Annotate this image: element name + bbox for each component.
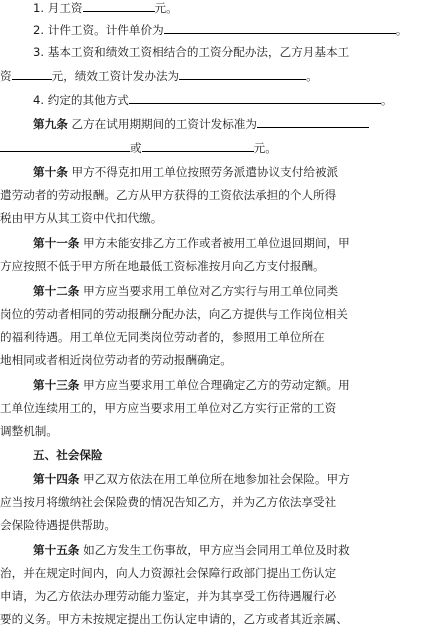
option-text: 3. 基本工资和绩效工资相结合的工资分配办法，乙方月基本工 (33, 45, 350, 59)
article-text: 甲方不得克扣用工单位按照劳务派遣协议支付给被派 (71, 165, 339, 179)
blank-field (12, 68, 52, 80)
article-11-line (0, 258, 325, 274)
option-text: 1. 月工资 (33, 1, 83, 15)
article-text: 治，并在规定时间内，向人力资源社会保障行政部门提出工伤认定 (0, 566, 337, 580)
article-13-line (0, 400, 336, 416)
option-base-and-performance-cont (0, 68, 318, 84)
option-suffix: 。 (395, 23, 408, 37)
article-text: 地相同或者相近岗位劳动者的劳动报酬确定。 (0, 353, 232, 367)
article-text: 甲方应当要求用工单位合理确定乙方的劳动定额。用 (83, 378, 350, 392)
article-10-line (0, 210, 162, 226)
article-text: 调整机制。 (0, 424, 58, 438)
article-text: 乙方在试用期期间的工资计发标准为 (71, 117, 257, 131)
article-text: 方应按照不低于甲方所在地最低工资标准按月向乙方支付报酬。 (0, 259, 325, 273)
article-12-line (0, 352, 232, 368)
article-text: 税由甲方从其工资中代扣代缴。 (0, 211, 163, 225)
article-text: 元。 (253, 141, 277, 155)
option-base-and-performance (33, 44, 349, 60)
article-heading: 第九条 (33, 117, 68, 131)
article-text: 岗位的劳动者相同的劳动报酬分配办法，向乙方提供与工作岗位相关 (0, 307, 348, 321)
article-15-line (0, 565, 336, 581)
article-text: 甲方未能安排乙方工作或者被用工单位退回期间，甲 (83, 236, 350, 250)
option-suffix: 。 (306, 69, 318, 83)
article-text: 遣劳动者的劳动报酬。乙方从甲方获得的工资依法承担的个人所得 (0, 188, 337, 202)
section-title: 五、社会保险 (33, 448, 103, 462)
article-13-line (0, 423, 58, 439)
blank-field (179, 68, 306, 80)
option-text: 元，绩效工资计发办法为 (51, 69, 180, 83)
article-text: 的福利待遇。用工单位无同类岗位劳动者的，参照用工单位所在 (0, 330, 325, 344)
article-heading: 第十一条 (33, 236, 80, 250)
article-14-line (0, 517, 116, 533)
option-text: 2. 计件工资。计件单价为 (33, 23, 164, 37)
blank-field (142, 140, 254, 152)
blank-field (257, 116, 369, 128)
article-text: 要的义务。甲方未按规定提出工伤认定申请的，乙方或者其近亲属、 (0, 612, 348, 626)
option-piece-rate (33, 22, 407, 38)
article-text: 应当按月将缴纳社会保险费的情况告知乙方，并为乙方依法享受社 (0, 495, 337, 509)
option-suffix: 。 (380, 93, 393, 107)
article-10-line (0, 187, 336, 203)
article-13 (33, 377, 350, 393)
article-12-line (0, 306, 348, 322)
article-15 (33, 542, 350, 558)
article-text: 甲方应当要求用工单位对乙方实行与用工单位同类 (83, 284, 339, 298)
article-10 (33, 164, 338, 180)
article-text: 如乙方发生工伤事故，甲方应当会同用工单位及时救 (83, 543, 350, 557)
option-monthly-wage (33, 0, 178, 16)
article-text: 会保险待遇提供帮助。 (0, 518, 116, 532)
article-15-line (0, 588, 336, 604)
blank-field (83, 0, 155, 12)
option-other (33, 92, 393, 108)
article-15-line (0, 611, 348, 627)
option-text: 资 (0, 69, 12, 83)
blank-field (164, 22, 396, 34)
article-14-line (0, 494, 336, 510)
article-heading: 第十二条 (33, 284, 80, 298)
article-9-cont (0, 140, 277, 156)
article-9 (33, 116, 369, 132)
article-12 (33, 283, 338, 299)
article-text: 或 (130, 141, 142, 155)
article-11 (33, 235, 350, 251)
article-heading: 第十条 (33, 165, 68, 179)
article-text: 工单位连续用工的，甲方应当要求用工单位对乙方实行正常的工资 (0, 401, 337, 415)
blank-field (129, 92, 381, 104)
blank-field (0, 140, 130, 152)
article-heading: 第十五条 (33, 543, 80, 557)
article-text: 甲乙双方依法在用工单位所在地参加社会保险。甲方 (83, 472, 350, 486)
article-12-line (0, 329, 325, 345)
article-14 (33, 471, 350, 487)
option-suffix: 元。 (154, 1, 178, 15)
article-text: 申请，为乙方依法办理劳动能力鉴定，并为其享受工伤待遇履行必 (0, 589, 337, 603)
article-heading: 第十三条 (33, 378, 80, 392)
option-text: 4. 约定的其他方式 (33, 93, 129, 107)
article-heading: 第十四条 (33, 472, 80, 486)
